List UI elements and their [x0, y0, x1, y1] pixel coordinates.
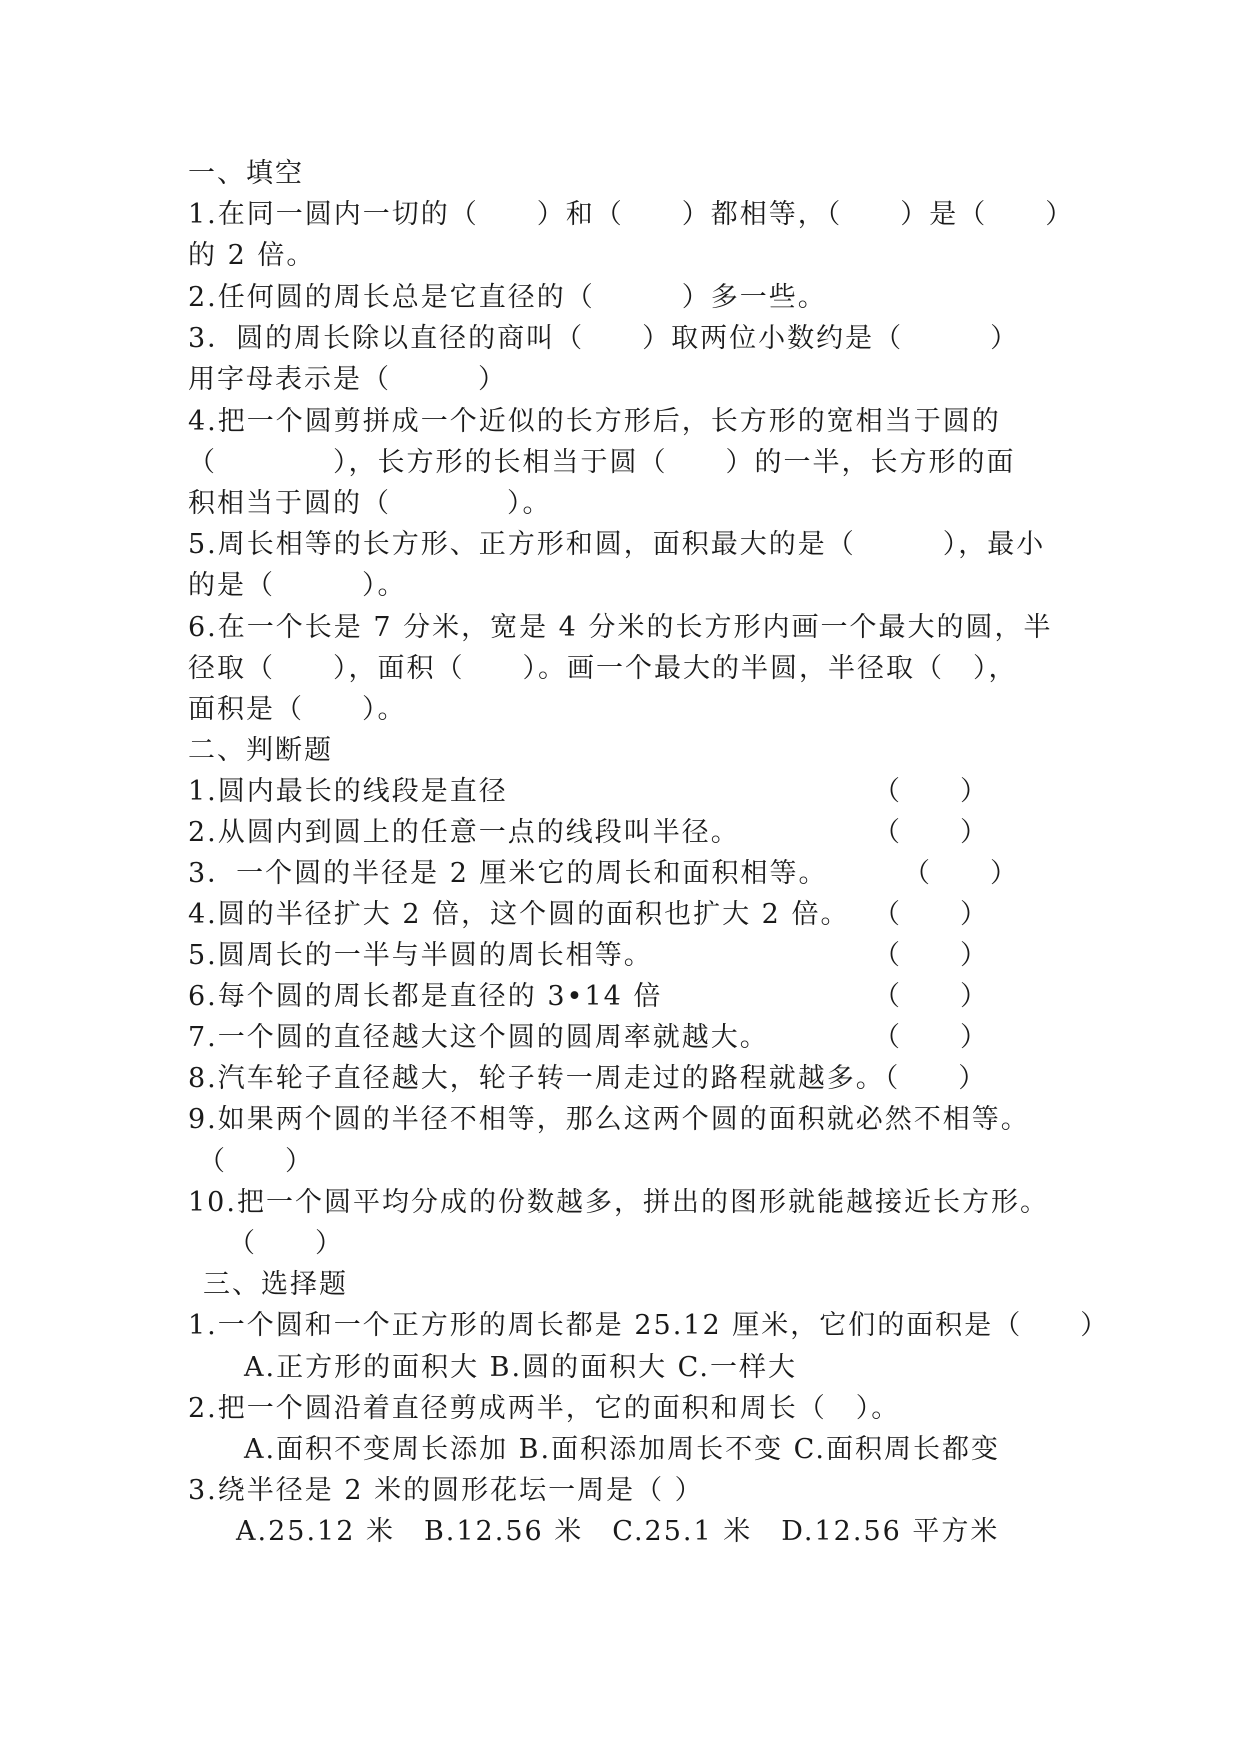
fill-line: （ ），长方形的长相当于圆（ ）的一半，长方形的面 [188, 447, 1016, 478]
judge-item: 3．一个圆的半径是 2 厘米它的周长和面积相等。 [188, 858, 828, 889]
fill-line: 的 2 倍。 [188, 240, 316, 271]
judge-item: 10.把一个圆平均分成的份数越多，拼出的图形就能越接近长方形。 [188, 1187, 1049, 1218]
judge-item: 2.从圆内到圆上的任意一点的线段叫半径。 [188, 817, 740, 848]
judge-item: 4.圆的半径扩大 2 倍，这个圆的面积也扩大 2 倍。 [188, 899, 850, 930]
fill-line: 6.在一个长是 7 分米，宽是 4 分米的长方形内画一个最大的圆，半 [188, 612, 1053, 643]
section-heading-true-false: 二、判断题 [188, 735, 333, 766]
choice-options: A.25.12 米 B.12.56 米 C.25.1 米 D.12.56 平方米 [236, 1516, 1000, 1547]
judge-answer-paren: （ ） [873, 776, 989, 807]
section-heading-fill-blank: 一、填空 [188, 158, 304, 189]
choice-question: 2.把一个圆沿着直径剪成两半，它的面积和周长（ ）。 [188, 1393, 901, 1424]
judge-item: 6.每个圆的周长都是直径的 3•14 倍 [188, 981, 663, 1012]
judge-item: 7.一个圆的直径越大这个圆的圆周率就越大。 [188, 1022, 769, 1053]
fill-line: 的是（ ）。 [188, 570, 407, 601]
judge-answer-paren: （ ） [873, 940, 989, 971]
fill-line: 4.把一个圆剪拼成一个近似的长方形后，长方形的宽相当于圆的 [188, 406, 1001, 437]
judge-answer-paren: （ ） [903, 858, 1019, 889]
judge-answer-paren: （ ） [873, 981, 989, 1012]
fill-line: 3．圆的周长除以直径的商叫（ ）取两位小数约是（ ） [188, 323, 1020, 354]
fill-line: 1.在同一圆内一切的（ ）和（ ）都相等，（ ）是（ ） [188, 199, 1075, 230]
fill-line: 2.任何圆的周长总是它直径的（ ）多一些。 [188, 282, 827, 313]
fill-line: 积相当于圆的（ ）。 [188, 488, 552, 519]
judge-answer-paren: （ ） [198, 1146, 314, 1177]
judge-answer-paren: （ ） [873, 1022, 989, 1053]
choice-options: A.正方形的面积大 B.圆的面积大 C.一样大 [244, 1352, 797, 1383]
judge-item: 1.圆内最长的线段是直径 [188, 776, 508, 807]
judge-item: 8.汽车轮子直径越大，轮子转一周走过的路程就越多。（ ） [188, 1063, 988, 1094]
judge-answer-paren: （ ） [873, 817, 989, 848]
judge-answer-paren: （ ） [228, 1228, 344, 1259]
judge-answer-paren: （ ） [873, 899, 989, 930]
choice-options: A.面积不变周长添加 B.面积添加周长不变 C.面积周长都变 [244, 1434, 1000, 1465]
fill-line: 径取（ ），面积（ ）。画一个最大的半圆，半径取（ ）， [188, 653, 1018, 684]
choice-question: 3.绕半径是 2 米的圆形花坛一周是（ ） [188, 1475, 704, 1506]
fill-line: 面积是（ ）。 [188, 694, 407, 725]
judge-item: 5.圆周长的一半与半圆的周长相等。 [188, 940, 653, 971]
fill-line: 用字母表示是（ ） [188, 364, 507, 395]
section-heading-multiple-choice: 三、选择题 [203, 1269, 348, 1300]
fill-line: 5.周长相等的长方形、正方形和圆，面积最大的是（ ），最小 [188, 529, 1046, 560]
choice-question: 1.一个圆和一个正方形的周长都是 25.12 厘米，它们的面积是（ ） [188, 1310, 1110, 1341]
judge-item: 9.如果两个圆的半径不相等，那么这两个圆的面积就必然不相等。 [188, 1104, 1030, 1135]
